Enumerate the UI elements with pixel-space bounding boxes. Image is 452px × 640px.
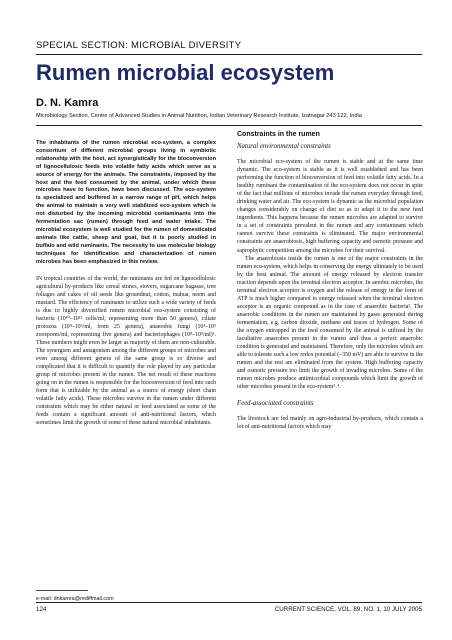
right-column [237,130,423,431]
section-heading-constraints: Constraints in the rumen [237,131,320,138]
section-label: SPECIAL SECTION: MICROBIAL DIVERSITY [36,40,242,51]
header-rule [36,54,422,55]
paragraph-natural-2: The anaerobiosis inside the rumen is one of the major constraints in the rumen eco-system, which helps in conserving the energy ultimately to be used by the host animal. The amount of energy released by electron transfer reaction depends upon the terminal electron acceptor. In aerobic microbes, the terminal electron acceptor is oxygen and the release of energy in the form of ATP is much higher compared to energy released when the terminal electron acceptor is an organic compound as in the case of anaerobic bacteria². The anaerobic conditions in the rumen are maintained by gases generated during fermentation, e.g. carbon dioxide, methane and traces of hydrogen. Some of the oxygen entrapped in the feed consumed by the animal is utilized by the facultative anaerobes present in the rumen and thus a perfect anaerobic condition is generated and maintained. Therefore, only the microbes which are able to tolerate such a low redox potential (–350 mV) are able to survive in the rumen and the rest are eliminated from the system. High buffering capacity and osmotic pressure too limit the growth of invading microbes. Some of the rumen microbes produce antimicrobial compounds which limit the growth of other microbes present in the eco-system³˒⁴. [237,255,423,391]
subheading-natural: Natural environmental constraints [237,143,331,150]
author-name: D. N. Kamra [36,97,99,109]
author-email: e-mail: dnkamra@rediffmail.com [36,596,114,602]
subheading-feed: Feed-associated constraints [237,400,314,408]
left-column [36,140,216,427]
article-title: Rumen microbial ecosystem [36,60,335,85]
affiliation-rule [36,125,422,126]
paragraph-feed: The livestock are fed mainly on agro-industrial by-products, which contain a lot of anti-nutritional factors which may [237,416,423,431]
page-number: 124 [36,606,47,613]
intro-paragraph: IN tropical countries of the world, the ruminants are fed on lignocellulosic agricultural by-products like cereal straws, stovers, sugarcane bagasse, tree foliages and cakes of oil seeds like groundnut, cotton, mahua, neem and mustard. The efficiency of ruminants to utilize such a wide variety of feeds is due to highly diversified rumen microbial eco-system consisting of bacteria (10¹⁰–10¹¹ cells/ml, representing more than 50 genera), ciliate protozoa (10⁴–10⁶/ml, from 25 genera), anaerobic fungi (10³–10⁵ zoospores/ml, representing five genera) and bacteriophages (10⁸–10⁹/ml)¹. These numbers might even be larger as majority of them are non-culturable. The synergism and antagonism among the different groups of microbes and even among different genera of the same group is so diverse and complicated that it is difficult to quantify the role played by any particular group of microbes present in the rumen. The net result of these reactions going on in the rumen is responsible for the bioconversion of feed into such form that is utilizable by the animal as a source of energy (short chain volatile fatty acids). These microbes survive in the rumen under different constraints which may be either natural or feed associated as some of the feeds contain a significant amount of anti-nutritional factors, which sometimes limit the growth of some of these natural microbial inhabitants. [36,275,216,427]
footnote-rule [36,590,88,591]
abstract: The inhabitants of the rumen microbial eco-system, a complex consortium of different microbial groups living in symbiotic relationship with the host, act synergistically for the bioconversion of lignocellulosic feeds into volatile fatty acids which serve as a source of energy for the animals. The constraints, imposed by the host and the feed consumed by the animal, under which these microbes have to function, have been discussed. The eco-system is specialized and buffered in a narrow range of pH, which helps the animal to maintain a very well stabilized eco-system which is not disturbed by the incoming microbial contaminants into the fermentation sac (rumen) through feed and water intake. The microbial ecosystem is well studied for the rumen of domesticated animals like cattle, sheep and goat, but it is poorly studied in buffalo and wild ruminants. The necessity to use molecular biology techniques for identification and characterization of rumen microbes has been emphasized in this review. [36,140,216,265]
footer-rule [36,602,422,603]
author-affiliation: Microbiology Section, Centre of Advanced Studies in Animal Nutrition, Indian Veterinary Research Institute, Izatnagar 243 122, India [36,113,362,119]
paragraph-natural-1: The microbial eco-system of the rumen is stable and at the same time dynamic. The eco-system is stable as it is well established and has been performing the function of bioconversion of feed into volatile fatty acids. In a healthy ruminant the contamination of the eco-system does not occur in spite of the fact that millions of microbes invade the rumen everyday through feed, drinking water and air. The eco-system is dynamic as the microbial population changes considerably on change of diet so as to adapt it to the new feed ingredients. This happens because the rumen microbes are adapted to survive in a set of constraints prevalent in the rumen and any contaminant which cannot survive these constraints is eliminated. The major environmental constraints are anaerobiosis, high buffering capacity and osmotic pressure and saprophytic competition among the microbes for their survival. [237,159,423,254]
journal-citation: CURRENT SCIENCE, VOL. 89, NO. 1, 10 JULY 2005 [274,606,422,613]
